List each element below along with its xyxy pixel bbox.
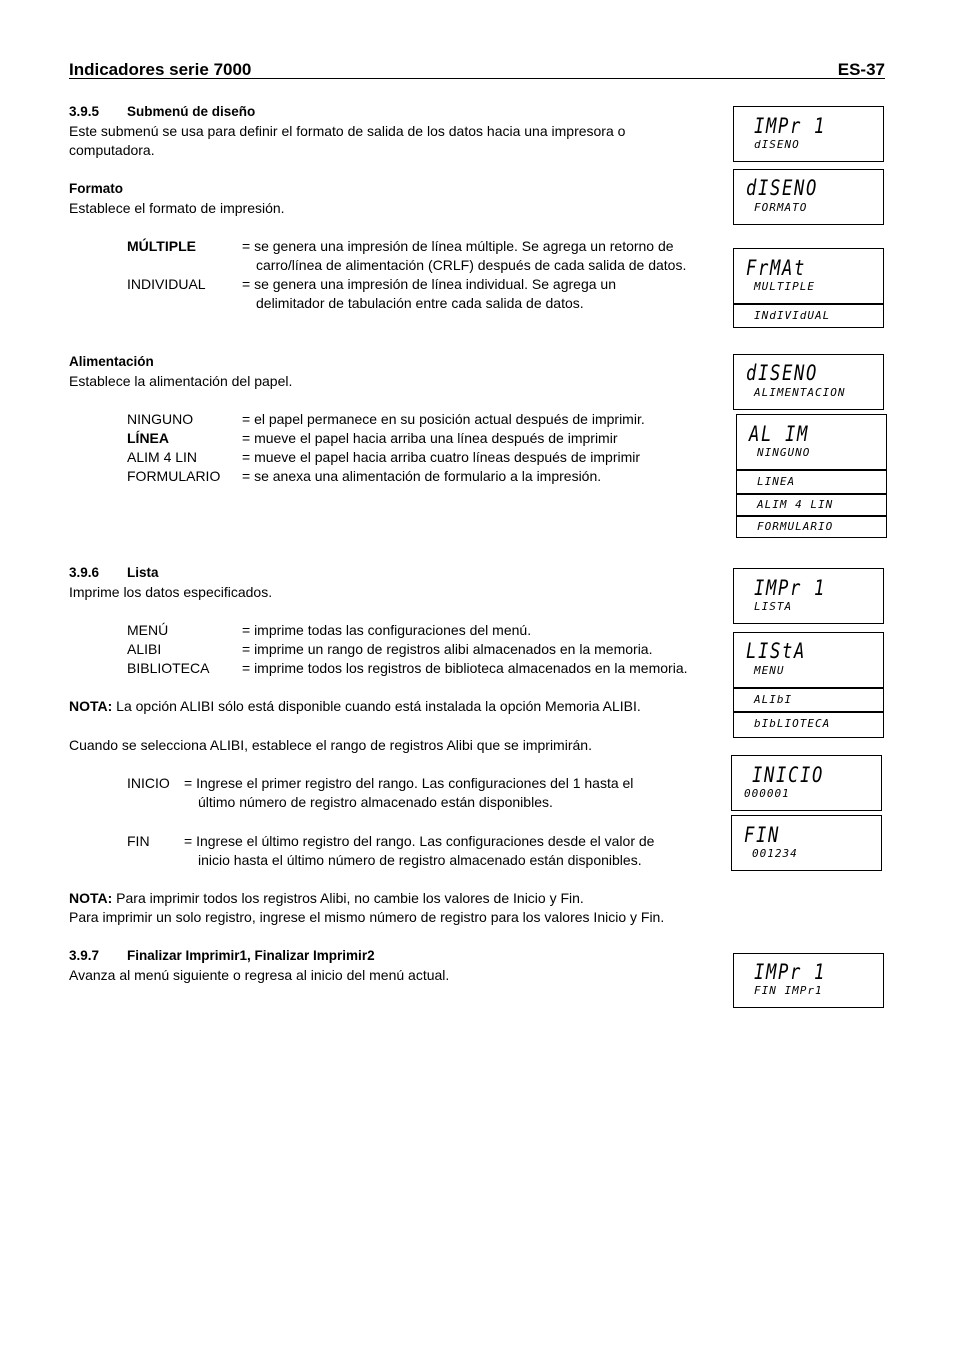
lcd-display-impr1 [733,106,884,162]
definition: = imprime todos los registros de biblioteca almacenados en la memoria. [242,660,688,676]
paragraph: Imprime los datos especificados. [69,584,273,600]
lcd-display-fin-impr1 [733,953,884,1008]
section-3-9-5-number: 3.9.5 [69,104,100,119]
subsection-title: Alimentación [69,354,154,369]
lcd-main-text: INICIO [752,763,825,787]
definition: delimitador de tabulación entre cada salida de datos. [256,295,584,311]
lcd-option-alibi [733,688,884,712]
section-3-9-5-title: Submenú de diseño [127,104,256,119]
section-3-9-6-number: 3.9.6 [69,565,100,580]
lcd-main-text: dISENO [746,361,819,385]
header-rule [69,78,885,79]
page-number: ES-37 [837,60,885,79]
subsection-title: Formato [69,181,123,196]
definition: = Ingrese el último registro del rango. Las configuraciones desde el valor de [184,833,655,849]
lcd-option-text: bIbLIOTECA [754,717,831,730]
definition: carro/línea de alimentación (CRLF) después de cada salida de datos. [256,257,687,273]
lcd-option-text: INdIVIdUAL [754,309,831,322]
lcd-sub-text: FORMATO [754,201,808,214]
lcd-main-text: dISENO [746,176,819,200]
lcd-sub-text: MULTIPLE [754,280,815,293]
term: ALIBI [127,641,162,657]
lcd-sub-text: NINGUNO [757,446,811,459]
definition: = se genera una impresión de línea múltiple. Se agrega un retorno de [242,238,674,254]
term: ALIM 4 LIN [127,449,198,465]
page-header-title: Indicadores serie 7000 [69,60,252,79]
lcd-main-text: IMPr 1 [754,960,827,984]
lcd-main-text: IMPr 1 [754,576,827,600]
definition: último número de registro almacenado están disponibles. [198,794,553,810]
paragraph: Para imprimir un solo registro, ingrese el mismo número de registro para los valores Inicio y Fin. [69,909,665,925]
lcd-option-biblioteca [733,712,884,738]
paragraph: Establece el formato de impresión. [69,200,285,216]
term: NINGUNO [127,411,194,427]
term: BIBLIOTECA [127,660,210,676]
note [69,697,641,716]
definition: = imprime todas las configuraciones del menú. [242,622,532,638]
lcd-display-lista [733,632,884,688]
lcd-sub-text: ALIMENTACION [754,386,846,399]
paragraph: Este submenú se usa para definir el formato de salida de los datos hacia una impresora o [69,123,626,139]
lcd-option-text: ALIbI [754,693,793,706]
lcd-display-alim [736,414,887,470]
term: MENÚ [127,622,169,638]
lcd-option-text: LINEA [757,475,796,488]
definition: = mueve el papel hacia arriba una línea después de imprimir [242,430,618,446]
lcd-main-text: LIStA [746,639,807,663]
lcd-option-formulario [736,516,887,538]
note-label: NOTA: [69,698,113,714]
lcd-main-text: AL IM [749,422,810,446]
lcd-sub-text: FIN IMPr1 [754,984,823,997]
term: FIN [127,833,150,849]
lcd-display-fin [731,815,882,871]
lcd-main-text: FIN [744,823,781,847]
definition: = el papel permanece en su posición actual después de imprimir. [242,411,645,427]
lcd-sub-text: dISENO [754,138,800,151]
term: INICIO [127,775,170,791]
lcd-display-diseno-alim [733,354,884,410]
paragraph: Avanza al menú siguiente o regresa al inicio del menú actual. [69,967,450,983]
term: FORMULARIO [127,468,221,484]
paragraph: Establece la alimentación del papel. [69,373,293,389]
term: LÍNEA [127,430,169,446]
definition: = Ingrese el primer registro del rango. Las configuraciones del 1 hasta el [184,775,634,791]
lcd-option-individual [733,304,884,328]
paragraph: computadora. [69,142,155,158]
term: MÚLTIPLE [127,238,196,254]
lcd-option-linea [736,470,887,494]
note [69,889,584,908]
lcd-option-alim4lin [736,494,887,516]
lcd-sub-text: LISTA [754,600,793,613]
lcd-main-text: IMPr 1 [754,114,827,138]
note-text: La opción ALIBI sólo está disponible cuando está instalada la opción Memoria ALIBI. [112,698,641,714]
definition: = se genera una impresión de línea individual. Se agrega un [242,276,616,292]
definition: = imprime un rango de registros alibi almacenados en la memoria. [242,641,653,657]
lcd-sub-text: 001234 [752,847,798,860]
section-3-9-6-title: Lista [127,565,159,580]
paragraph: Cuando se selecciona ALIBI, establece el rango de registros Alibi que se imprimirán. [69,737,592,753]
definition: = mueve el papel hacia arriba cuatro líneas después de imprimir [242,449,641,465]
note-label: NOTA: [69,890,113,906]
term: INDIVIDUAL [127,276,206,292]
definition: = se anexa una alimentación de formulario a la impresión. [242,468,602,484]
lcd-option-text: ALIM 4 LIN [757,498,834,511]
lcd-display-diseno [733,169,884,225]
lcd-sub-text: 000001 [744,787,790,800]
lcd-display-format [733,248,884,304]
lcd-option-text: FORMULARIO [757,520,834,533]
lcd-display-inicio [731,755,882,811]
lcd-display-impr1-lista [733,568,884,624]
section-3-9-7-title: Finalizar Imprimir1, Finalizar Imprimir2 [127,948,375,963]
lcd-main-text: FrMAt [746,256,807,280]
section-3-9-7-number: 3.9.7 [69,948,100,963]
lcd-sub-text: MENU [754,664,785,677]
note-text: Para imprimir todos los registros Alibi, no cambie los valores de Inicio y Fin. [112,890,584,906]
definition: inicio hasta el último número de registro almacenado están disponibles. [198,852,642,868]
